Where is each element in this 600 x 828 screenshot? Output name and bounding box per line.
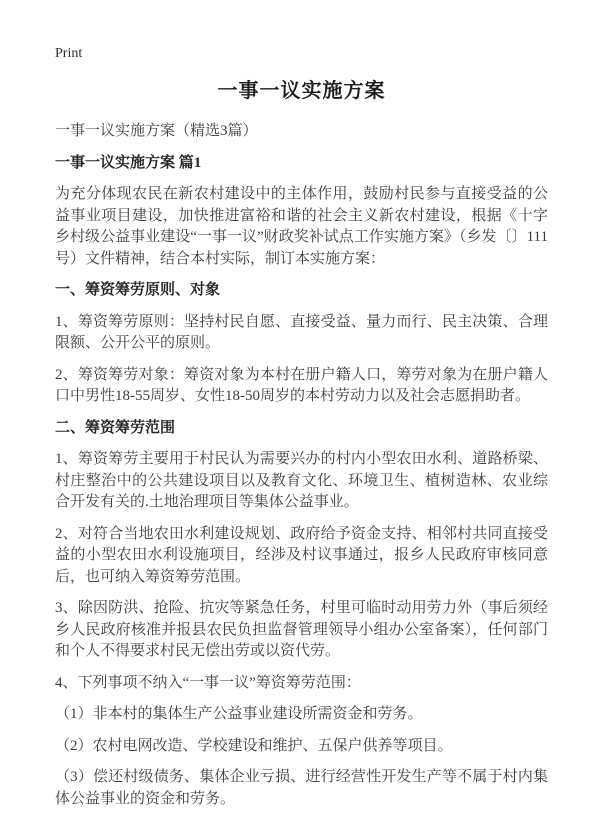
section2-item-4: 4、下列事项不纳入“一事一议”筹资筹劳范围： (55, 674, 361, 691)
part1-intro-paragraph: 为充分体现农民在新农村建设中的主体作用，鼓励村民参与直接受益的公益事业项目建设，加快推进富裕和谐的社会主义新农村建设，根据《十字乡村级公益事业建设“一事一议”财政奖补试点工作实施方案》（乡发〔〕111号）文件精神，结合本村实际，制订本实施方案： (55, 186, 548, 267)
part1-heading: 一事一议实施方案 篇1 (55, 154, 202, 171)
document-body (55, 77, 548, 810)
document-title: 一事一议实施方案 (217, 80, 386, 102)
section1-item-1: 1、筹资筹劳原则：坚持村民自愿、直接受益、量力而行、民主决策、合理限额、公开公平的原则。 (55, 313, 548, 351)
section2-item-4-sub-1: （1）非本村的集体生产公益事业建设所需资金和劳务。 (55, 706, 423, 722)
document-subtitle: 一事一议实施方案（精选3篇） (55, 123, 258, 139)
section2-heading: 二、筹资筹劳范围 (55, 419, 176, 436)
section2-item-4-sub-3: （3）偿还村级债务、集体企业亏损、进行经营性开发生产等不属于村内集体公益事业的资金和劳务。 (55, 769, 548, 807)
print-button[interactable]: Print (55, 46, 83, 61)
section2-item-3: 3、除因防洪、抢险、抗灾等紧急任务，村里可临时动用劳力外（事后须经乡人民政府核准并报县农民负担监督管理领导小组办公室备案），任何部门和个人不得要求村民无偿出劳或以资代劳。 (55, 600, 548, 659)
section2-item-1: 1、筹资筹劳主要用于村民认为需要兴办的村内小型农田水利、道路桥梁、村庄整治中的公共建设项目以及教育文化、环境卫生、植树造林、农业综合开发有关的.土地治理项目等集体公益事业。 (55, 451, 548, 510)
section2-item-2: 2、对符合当地农田水利建设规划、政府给予资金支持、相邻村共同直接受益的小型农田水利设施项目，经涉及村议事通过，报乡人民政府审核同意后，也可纳入筹资筹劳范围。 (55, 525, 548, 585)
section1-heading: 一、筹资筹劳原则、对象 (55, 282, 221, 298)
section1-item-2: 2、筹资筹劳对象：筹资对象为本村在册户籍人口，筹劳对象为在册户籍人口中男性18-55周岁、女性18-50周岁的本村劳动力以及社会志愿捐助者。 (55, 366, 548, 404)
section2-item-4-sub-2: （2）农村电网改造、学校建设和维护、五保户供养等项目。 (55, 737, 453, 754)
